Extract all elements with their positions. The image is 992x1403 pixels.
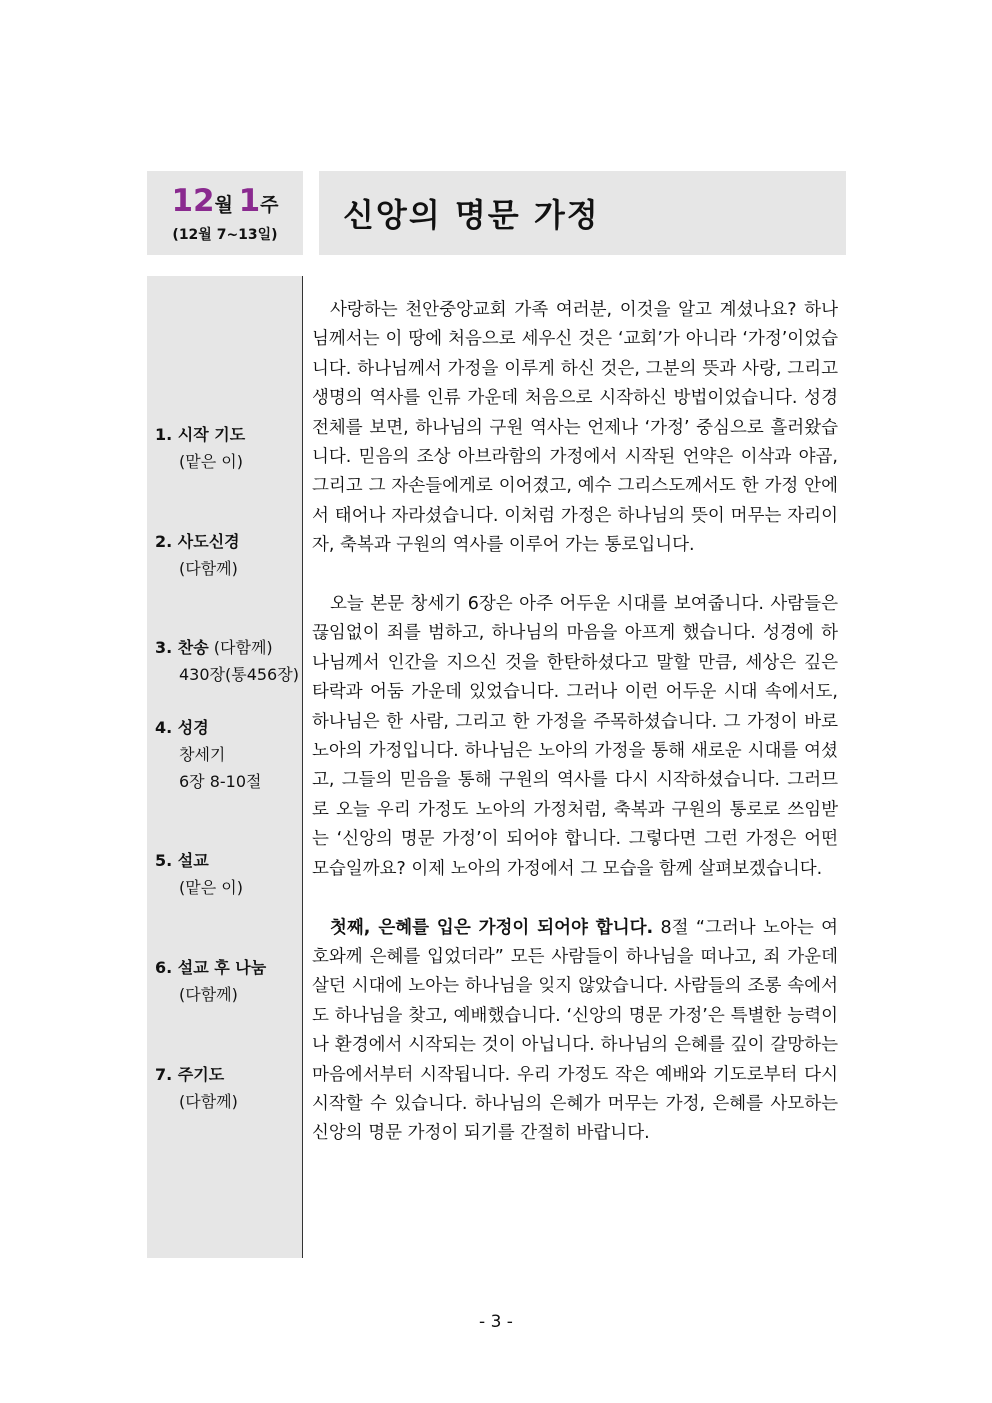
column-divider [302,276,303,1258]
week-label [147,183,303,219]
page-number: - 3 - [479,1312,513,1332]
worship-order-sidebar [147,276,303,1258]
hymn-number: 430장(통456장) [179,665,299,684]
order-item-leader: (다함께) [179,985,238,1004]
order-item-lords-prayer [155,1061,238,1115]
order-item-title: 7. 주기도 [155,1065,225,1084]
sermon-paragraph-text: 8절 “그러나 노아는 여호와께 은혜를 입었더라” 모든 사람들이 하나님을 떠나고, 죄 가운데 살던 시대에 노아는 하나님을 잊지 않았습니다. 사람들의 조롱 속에서도 하나님을 찾고, 예배했습니다. ‘신앙의 명문 가정’은 특별한 능력이나 환경에서 시작되는 것이 아닙니다. 하나님의 은혜를 깊이 갈망하는 마음에서부터 시작됩니다. 우리 가정도 작은 예배와 기도로부터 다시 시작할 수 있습니다. 하나님의 은혜가 머무는 가정, 은혜를 사모하는 신앙의 명문 가정이 되기를 간절히 바랍니다. [312,917,838,1144]
order-item-title: 6. 설교 후 나눔 [155,958,267,977]
month-number: 12 [171,183,215,219]
month-unit: 월 [214,194,233,216]
order-item-title: 4. 성경 [155,718,209,737]
order-item-scripture [155,714,262,795]
scripture-book: 창세기 [179,745,226,764]
sermon-body [312,296,838,1178]
order-item-title: 5. 설교 [155,851,209,870]
date-range: (12월 7~13일) [172,227,278,243]
order-item-leader: (맡은 이) [179,878,243,897]
title-box [319,171,846,255]
sermon-paragraph: 사랑하는 천안중앙교회 가족 여러분, 이것을 알고 계셨나요? 하나님께서는 이 땅에 처음으로 세우신 것은 ‘교회’가 아니라 ‘가정’이었습니다. 하나님께서 가정을 이루게 하신 것은, 그분의 뜻과 사랑, 그리고 생명의 역사를 인류 가운데 처음으로 시작하신 방법이었습니다. 성경 전체를 보면, 하나님의 구원 역사는 언제나 ‘가정’ 중심으로 흘러왔습니다. 믿음의 조상 아브라함의 가정에서 시작된 언약은 이삭과 야곱, 그리고 그 자손들에게로 이어졌고, 예수 그리스도께서도 한 가정 안에서 태어나 자라셨습니다. 이처럼 가정은 하나님의 뜻이 머무는 자리이자, 축복과 구원의 역사를 이루어 가는 통로입니다. [312,300,838,556]
order-item-title: 2. 사도신경 [155,532,240,551]
week-unit: 주 [260,194,279,216]
order-item-title: 1. 시작 기도 [155,425,246,444]
order-item-leader: (다함께) [208,638,273,657]
order-item-leader: (다함께) [179,1092,238,1111]
page-title: 신앙의 명문 가정 [343,196,600,234]
order-item-sharing [155,954,266,1008]
week-date-box [147,171,303,255]
order-item-sermon [155,847,243,901]
scripture-verses: 6장 8-10절 [179,772,262,791]
order-item-leader: (다함께) [179,559,238,578]
order-item-apostles-creed [155,528,240,582]
week-number: 1 [238,183,261,219]
order-item-leader: (맡은 이) [179,452,243,471]
order-item-opening-prayer [155,421,245,475]
sermon-paragraph [312,914,838,1149]
order-item-hymn [155,634,299,688]
sermon-point-heading: 첫째, 은혜를 입은 가정이 되어야 합니다. [330,917,654,938]
order-item-title: 3. 찬송 [155,638,209,657]
sermon-paragraph: 오늘 본문 창세기 6장은 아주 어두운 시대를 보여줍니다. 사람들은 끊임없이 죄를 범하고, 하나님의 마음을 아프게 했습니다. 성경에 하나님께서 인간을 지으신 것을 한탄하셨다고 말할 만큼, 세상은 깊은 타락과 어둠 가운데 있었습니다. 그러나 이런 어두운 시대 속에서도, 하나님은 한 사람, 그리고 한 가정을 주목하셨습니다. 그 가정이 바로 노아의 가정입니다. 하나님은 노아의 가정을 통해 새로운 시대를 여셨고, 그들의 믿음을 통해 구원의 역사를 다시 시작하셨습니다. 그러므로 오늘 우리 가정도 노아의 가정처럼, 축복과 구원의 통로로 쓰임받는 ‘신앙의 명문 가정’이 되어야 합니다. 그렇다면 그런 가정은 어떤 모습일까요? 이제 노아의 가정에서 그 모습을 함께 살펴보겠습니다. [312,594,838,879]
